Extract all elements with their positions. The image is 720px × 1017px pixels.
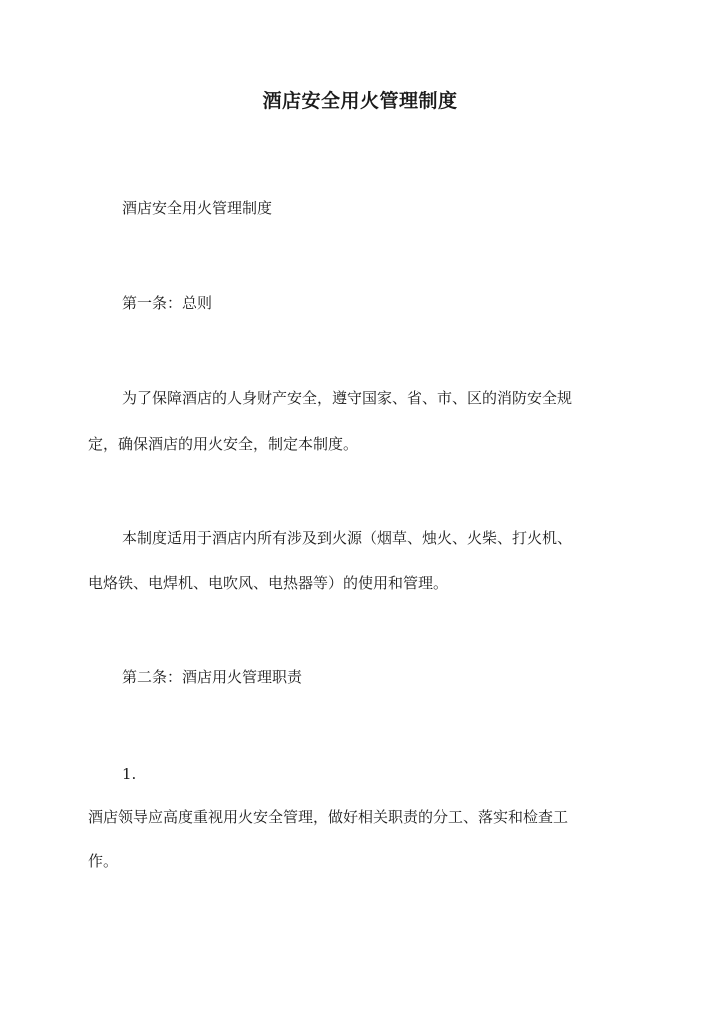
- document-subtitle: 酒店安全用火管理制度: [122, 199, 273, 217]
- paragraph-2-line-1: 本制度适用于酒店内所有涉及到火源（烟草、烛火、火柴、打火机、: [122, 529, 573, 547]
- document-title: 酒店安全用火管理制度: [262, 90, 458, 112]
- paragraph-1-line-1: 为了保障酒店的人身财产安全，遵守国家、省、市、区的消防安全规: [122, 389, 573, 407]
- item-1-line-2: 作。: [88, 852, 119, 870]
- paragraph-2-line-2: 电烙铁、电焊机、电吹风、电热器等）的使用和管理。: [88, 574, 449, 592]
- item-1-line-1: 酒店领导应高度重视用火安全管理，做好相关职责的分工、落实和检查工: [88, 808, 569, 826]
- article-1-heading: 第一条：总则: [122, 294, 213, 312]
- paragraph-1-line-2: 定，确保酒店的用火安全，制定本制度。: [88, 435, 359, 453]
- article-2-heading: 第二条：酒店用火管理职责: [122, 668, 303, 686]
- item-1-number: 1.: [122, 765, 137, 783]
